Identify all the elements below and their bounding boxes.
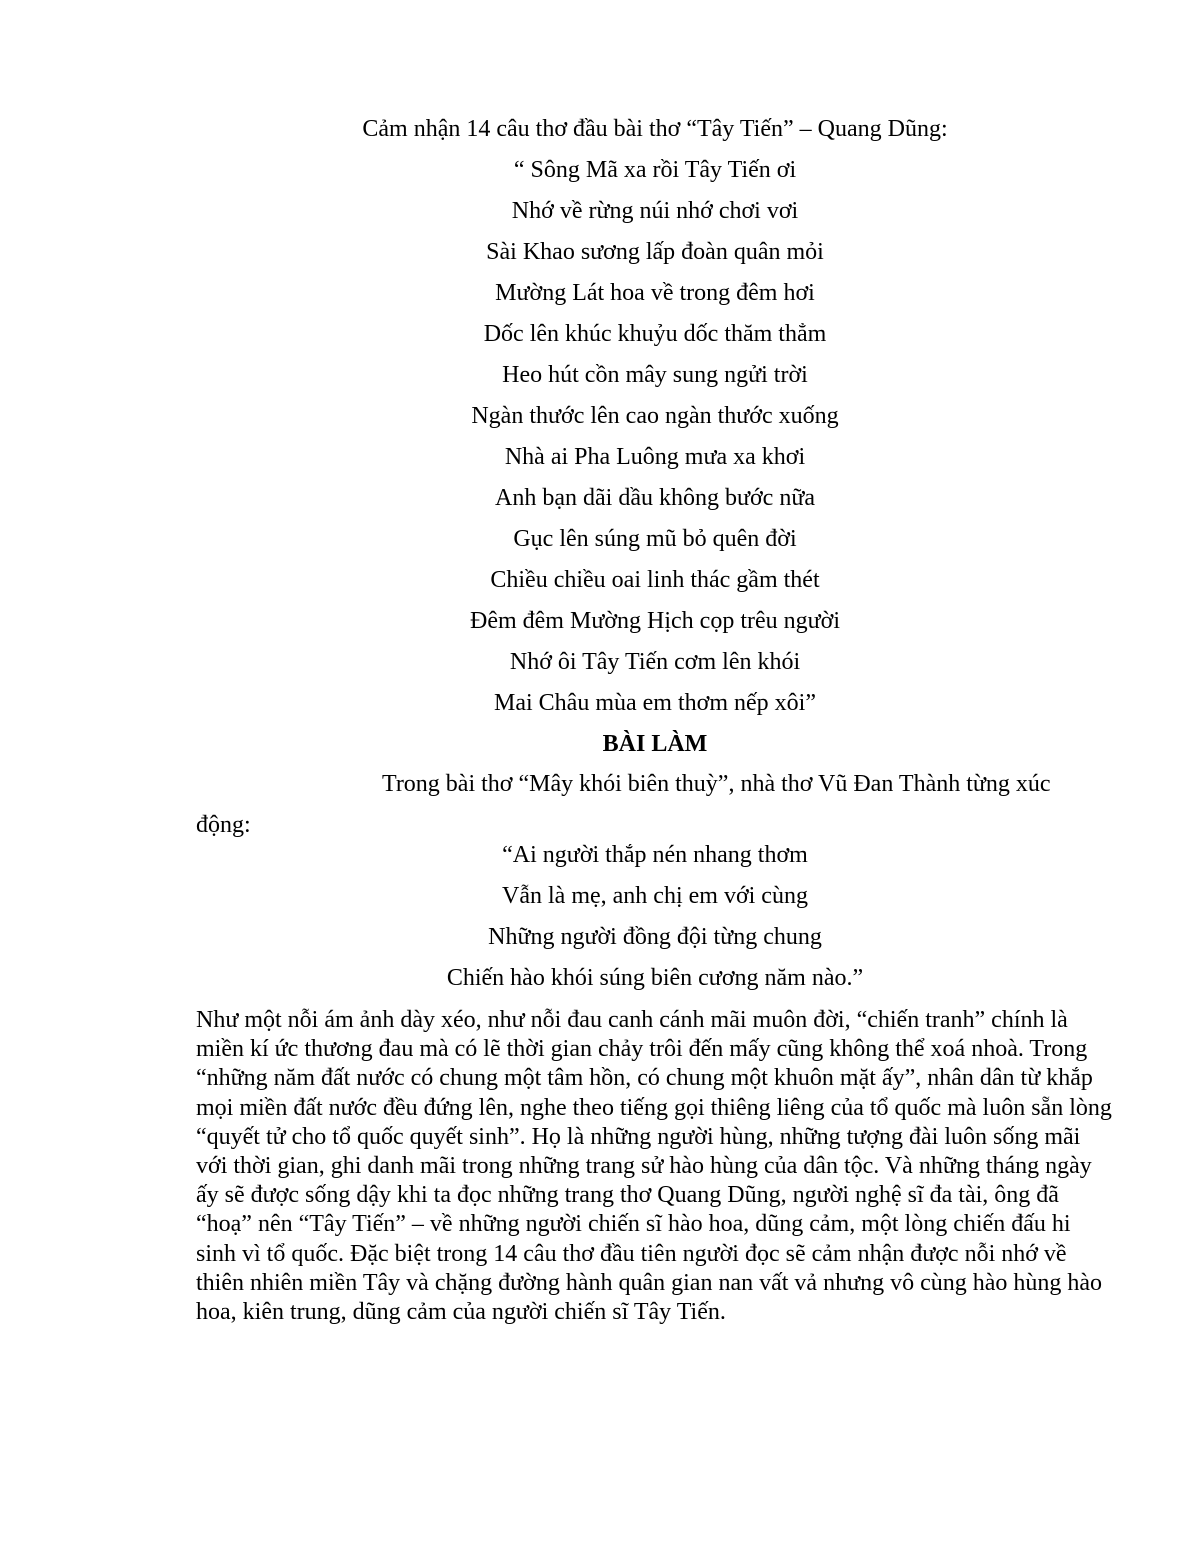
poem-line: Anh bạn dãi dầu không bước nữa [495,485,815,511]
poem-line: Dốc lên khúc khuỷu dốc thăm thẳm [483,321,827,347]
body-paragraph: Như một nỗi ám ảnh dày xéo, như nỗi đau canh cánh mãi muôn đời, “chiến tranh” chính là miền kí ức thương đau mà có lẽ thời gian chảy trôi đến mấy cũng không thể xoá nhoà. Trong “những năm đất nước có chung một tâm hồn, có chung một khuôn mặt ấy”, nhân dân từ khắp mọi miền đất nước đều đứng lên, nghe theo tiếng gọi thiêng liêng của tổ quốc mà luôn sẵn lòng “quyết tử cho tổ quốc quyết sinh”. Họ là những người hùng, những tượng đài luôn sống mãi với thời gian, ghi danh mãi trong những trang sử hào hùng của dân tộc. Và những tháng ngày ấy sẽ được sống dậy khi ta đọc những trang thơ Quang Dũng, người nghệ sĩ đa tài, ông đã “hoạ” nên “Tây Tiến” – về những người chiến sĩ hào hoa, dũng cảm, một lòng chiến đấu hi sinh vì tổ quốc. Đặc biệt trong 14 câu thơ đầu tiên người đọc sẽ cảm nhận được nỗi nhớ về thiên nhiên miền Tây và chặng đường hành quân gian nan vất vả nhưng vô cùng hào hùng hào hoa, kiên trung, dũng cảm của người chiến sĩ Tây Tiến. [196,1007,1112,1326]
poem-line: Heo hút cồn mây sung ngửi trời [502,362,808,388]
section-heading: BÀI LÀM [602,731,708,757]
poem-line: Sài Khao sương lấp đoàn quân mỏi [486,239,824,265]
quote-line: Những người đồng đội từng chung [488,924,822,950]
poem-stanza [0,154,1200,728]
poem-line: Mường Lát hoa về trong đêm hơi [495,280,815,306]
quoted-verse [0,839,1200,1003]
poem-line: Mai Châu mùa em thơm nếp xôi” [494,690,816,716]
poem-line: Ngàn thước lên cao ngàn thước xuống [471,403,839,429]
poem-line: Chiều chiều oai linh thác gầm thét [490,567,820,593]
quote-line: Chiến hào khói súng biên cương năm nào.” [446,965,864,991]
poem-line: Gục lên súng mũ bỏ quên đời [513,526,797,552]
poem-line: Đêm đêm Mường Hịch cọp trêu người [470,608,840,634]
intro-paragraph [196,768,1096,841]
poem-line: Nhớ ôi Tây Tiến cơm lên khói [509,649,801,675]
intro-line-continuation: động: [196,812,251,838]
document-title: Cảm nhận 14 câu thơ đầu bài thơ “Tây Tiến” – Quang Dũng: [362,116,948,142]
quote-line: “Ai người thắp nén nhang thơm [502,842,808,868]
poem-line: Nhà ai Pha Luông mưa xa khơi [504,444,806,470]
poem-line: “ Sông Mã xa rồi Tây Tiến ơi [513,157,797,183]
quote-line: Vẫn là mẹ, anh chị em với cùng [502,883,808,909]
intro-line: Trong bài thơ “Mây khói biên thuỳ”, nhà thơ Vũ Đan Thành từng xúc [382,771,1051,797]
poem-line: Nhớ về rừng núi nhớ chơi vơi [511,198,799,224]
